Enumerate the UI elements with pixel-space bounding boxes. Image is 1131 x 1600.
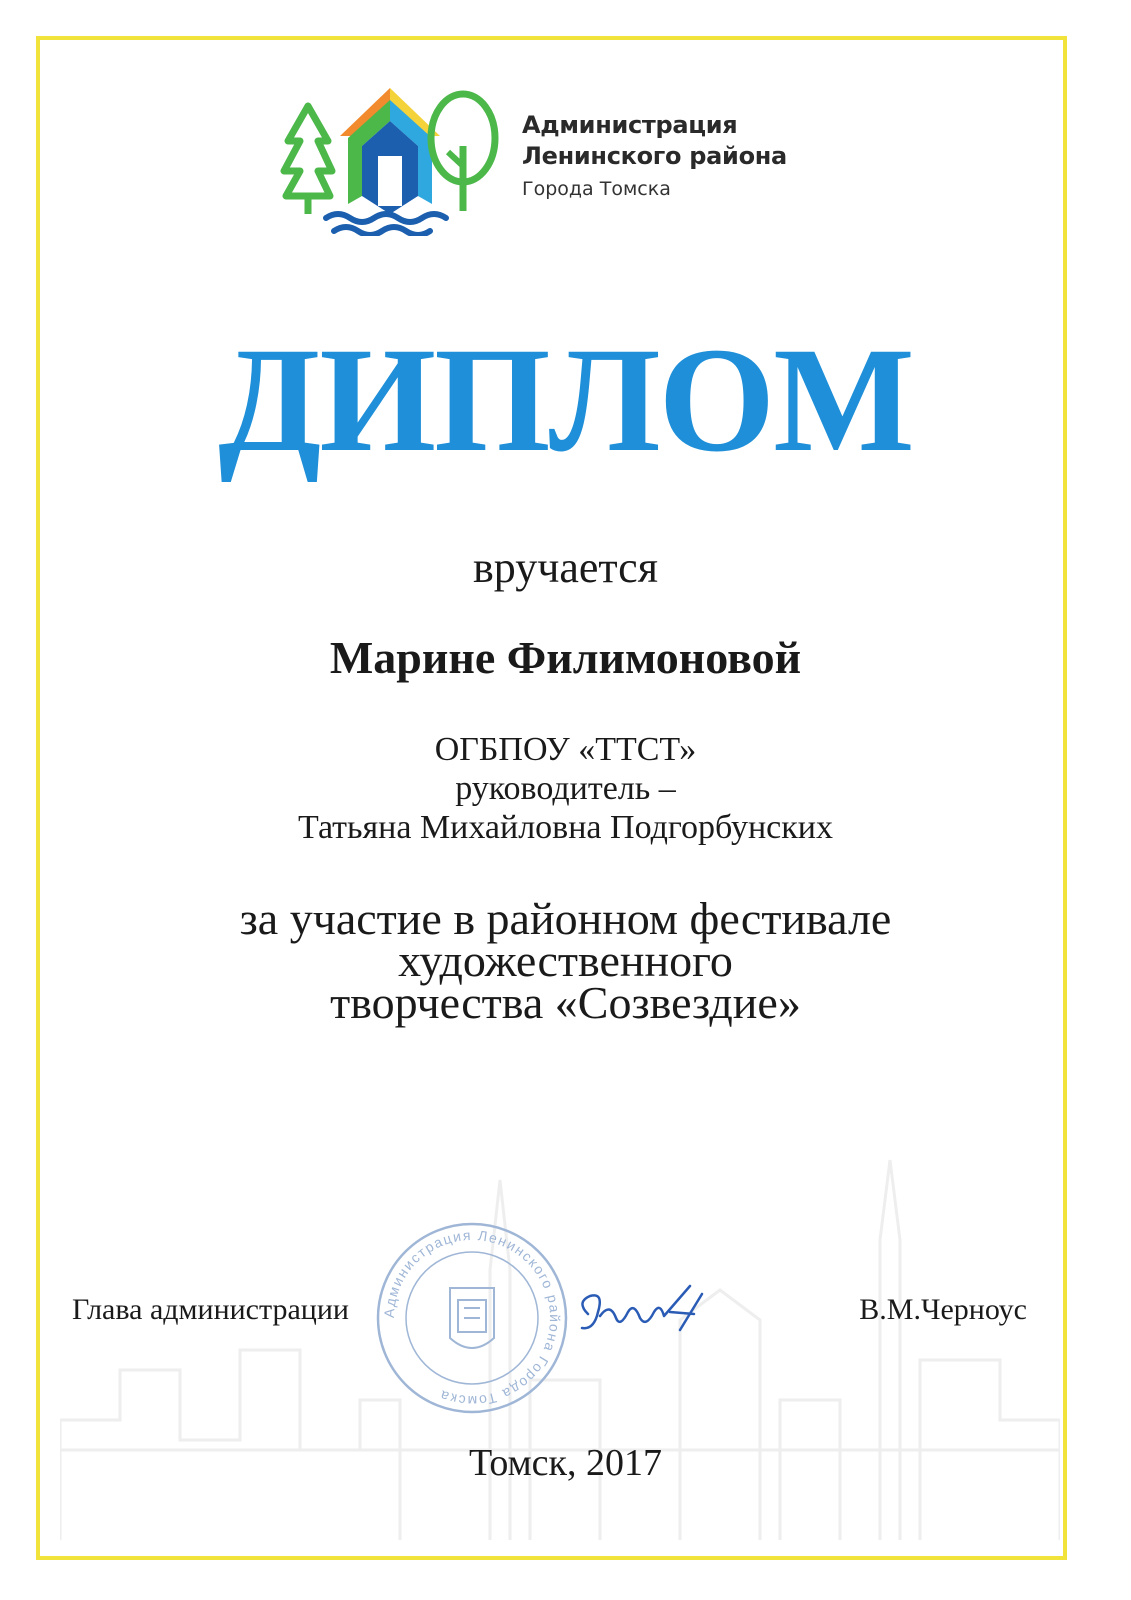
supervisor-name: Татьяна Михайловна Подгорбунских [298,809,833,846]
organization-line-2: Ленинского района [522,142,787,170]
stamp-text: Администрация Ленинского района Города Томска [380,1226,564,1410]
reason-line-3: творчества «Созвездие» [330,977,801,1028]
signatory-position: Глава администрации [72,1293,349,1326]
reason-line-2: художественного [398,935,733,986]
presented-text: вручается [473,543,658,592]
reason-line-1: за участие в районном фестивале [239,893,892,944]
coat-of-arms-icon [450,1288,494,1348]
place-and-year: Томск, 2017 [468,1442,662,1484]
institution-name: ОГБПОУ «ТТСТ» [434,731,697,768]
institution-block [0,730,1131,847]
organization-line-3: Города Томска [522,178,671,200]
signatory-name: В.М.Черноус [859,1293,1027,1326]
tree-icon [284,106,332,214]
handwritten-signature [570,1272,720,1352]
diploma-title: ДИПЛОМ [218,317,913,483]
recipient-name: Марине Филимоновой [329,632,802,683]
award-reason [0,893,1131,1028]
organization-name [522,110,787,206]
house-icon [340,88,440,214]
organization-line-1: Администрация [522,111,738,139]
water-waves-icon [326,214,446,235]
deciduous-tree-icon [431,94,495,211]
supervisor-label: руководитель – [455,770,676,807]
district-logo [278,86,503,236]
official-stamp [372,1218,572,1418]
